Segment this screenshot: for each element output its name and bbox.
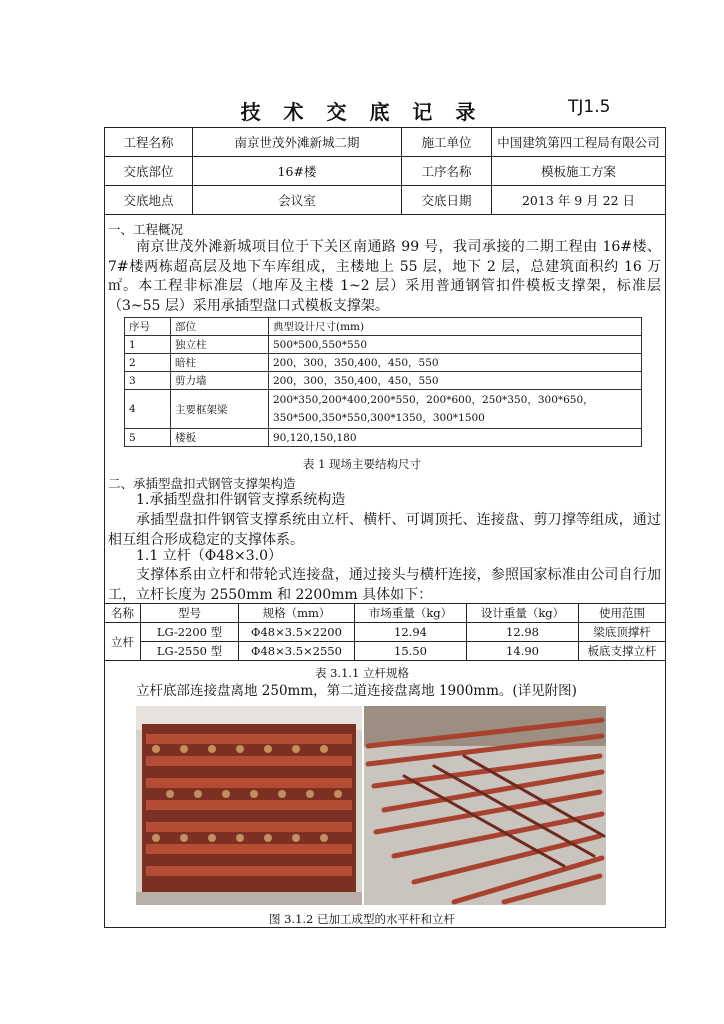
date: 2013 年 9 月 22 日 — [492, 186, 666, 215]
section2-subheading: 1.承插型盘扣件钢管支撑系统构造 — [136, 492, 346, 508]
cell: 暗柱 — [171, 354, 269, 372]
cell: 独立柱 — [171, 336, 269, 354]
cell: 500*500,550*550 — [269, 336, 642, 354]
section2-subheading-11: 1.1 立杆（Φ48×3.0） — [136, 548, 283, 564]
col-header: 部位 — [171, 318, 269, 336]
location-label: 交底部位 — [105, 157, 193, 186]
pole-spec-table — [104, 603, 666, 661]
table-row — [125, 372, 642, 390]
contractor: 中国建筑第四工程局有限公司 — [492, 128, 666, 157]
col-header: 设计重量（kg） — [467, 604, 579, 623]
document-title: 技 术 交 底 记 录 — [240, 100, 484, 124]
section2-heading: 二、承插型盘扣式钢管支撑架构造 — [108, 476, 296, 491]
col-header: 典型设计尺寸(mm) — [269, 318, 642, 336]
section1-paragraph: 南京世茂外滩新城项目位于下关区南通路 99 号，我司承接的二期工程由 16#楼、7#楼两栋超高层及地下车库组成，主楼地上 55 层，地下 2 层，总建筑面积约 16 万㎡。本工程非标准层（地库及主楼 1~2 层）采用普通钢管扣件模板支撑架，标准层（3~55 层）采用承插型盘口式模板支撑架。 — [108, 239, 661, 314]
contractor-label: 施工单位 — [402, 128, 492, 157]
cell: 200，300，350,400，450，550 — [269, 372, 642, 390]
col-header: 使用范围 — [579, 604, 666, 623]
table-row — [105, 623, 666, 642]
project-name-label: 工程名称 — [105, 128, 193, 157]
process-label: 工序名称 — [402, 157, 492, 186]
cell: 200*350,200*400,200*550，200*600，250*350，300*650，350*500,350*550,300*1350，300*1500 — [269, 390, 642, 429]
cell: 4 — [125, 390, 171, 429]
cell: 14.90 — [467, 642, 579, 661]
table-row — [125, 429, 642, 447]
figure-caption: 图 3.1.2 已加工成型的水平杆和立杆 — [268, 912, 456, 926]
dimensions-table — [124, 317, 642, 447]
cell: 剪力墙 — [171, 372, 269, 390]
table3-caption: 表 3.1.1 立杆规格 — [314, 666, 410, 680]
cell: 楼板 — [171, 429, 269, 447]
place: 会议室 — [193, 186, 402, 215]
table1-caption: 表 1 现场主要结构尺寸 — [302, 457, 422, 471]
place-label: 交底地点 — [105, 186, 193, 215]
cell: 15.50 — [355, 642, 467, 661]
photo-stacked-poles — [136, 706, 362, 905]
col-header: 名称 — [105, 604, 141, 623]
table-row — [125, 354, 642, 372]
process: 模板施工方案 — [492, 157, 666, 186]
date-label: 交底日期 — [402, 186, 492, 215]
header-table — [104, 127, 666, 215]
table-header-row — [105, 604, 666, 623]
cell: LG-2550 型 — [141, 642, 239, 661]
cell: Φ48×3.5×2200 — [239, 623, 355, 642]
cell: 板底支撑立杆 — [579, 642, 666, 661]
table-header-row — [125, 318, 642, 336]
table-row — [125, 336, 642, 354]
cell: 3 — [125, 372, 171, 390]
cell: 12.94 — [355, 623, 467, 642]
cell: Φ48×3.5×2550 — [239, 642, 355, 661]
photo-scattered-poles — [364, 706, 606, 905]
col-header: 序号 — [125, 318, 171, 336]
project-name: 南京世茂外滩新城二期 — [193, 128, 402, 157]
cell: 12.98 — [467, 623, 579, 642]
section2-paragraph1: 承插型盘扣件钢管支撑系统由立杆、横杆、可调顶托、连接盘、剪刀撑等组成，通过相互组合形成稳定的支撑体系。 — [108, 512, 661, 548]
section2-paragraph2: 支撑体系由立杆和带轮式连接盘，通过接头与横杆连接，参照国家标准由公司自行加工，立杆长度为 2550mm 和 2200mm 具体如下： — [108, 567, 661, 603]
location: 16#楼 — [193, 157, 402, 186]
group-cell: 立杆 — [105, 623, 141, 661]
cell: LG-2200 型 — [141, 623, 239, 642]
table-row — [105, 642, 666, 661]
col-header: 型号 — [141, 604, 239, 623]
pole-note: 立杆底部连接盘离地 250mm，第二道连接盘离地 1900mm。(详见附图) — [136, 683, 577, 699]
cell: 2 — [125, 354, 171, 372]
col-header: 规格（mm） — [239, 604, 355, 623]
photo-panel — [136, 706, 606, 905]
section1-heading: 一、工程概况 — [108, 222, 184, 237]
cell: 梁底顶撑杆 — [579, 623, 666, 642]
cell: 200，300，350,400，450，550 — [269, 354, 642, 372]
cell: 1 — [125, 336, 171, 354]
cell: 90,120,150,180 — [269, 429, 642, 447]
cell: 5 — [125, 429, 171, 447]
document-code: TJ1.5 — [568, 97, 611, 117]
cell: 主要框架梁 — [171, 390, 269, 429]
table-row — [125, 390, 642, 429]
col-header: 市场重量（kg） — [355, 604, 467, 623]
